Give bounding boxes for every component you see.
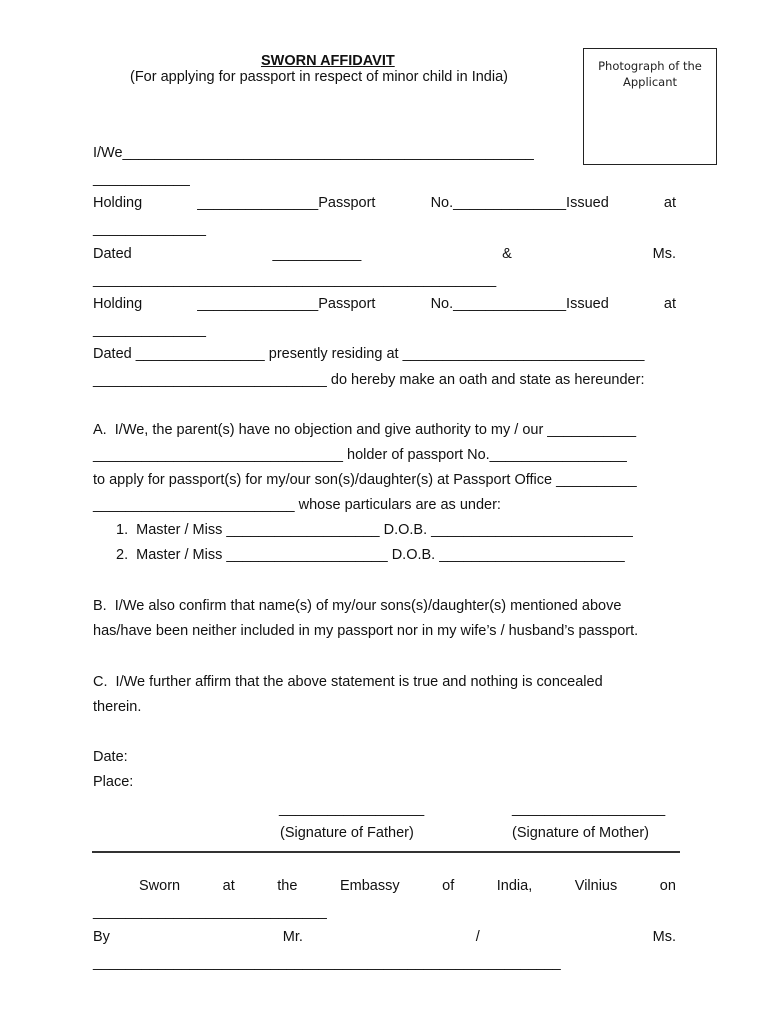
mr-label: Mr. <box>282 929 303 945</box>
signature-father-label: (Signature of Father) <box>280 825 414 841</box>
section-b-line: B. I/We also confirm that name(s) of my/our sons(s)/daughter(s) mentioned above <box>93 598 622 614</box>
signature-line-mother: ___________________ <box>512 801 666 817</box>
form-line-blank: ____________ <box>93 171 190 187</box>
holding-label: Holding <box>93 195 143 211</box>
at-label: at <box>663 195 676 211</box>
form-line-dated-1 <box>93 246 676 262</box>
form-line-blank: __________________________________________________ <box>93 272 497 288</box>
form-line-dated-residing: Dated ________________ presently residing at ______________________________ <box>93 346 645 362</box>
section-a-item-2: 2. Master / Miss ____________________ D.O.B. _______________________ <box>116 547 625 563</box>
section-c-line: C. I/We further affirm that the above statement is true and nothing is concealed <box>93 674 603 690</box>
section-a-line: _______________________________ holder of passport No._________________ <box>93 447 627 463</box>
sworn-word: at <box>222 878 235 894</box>
photograph-box <box>583 48 717 165</box>
issued-blank: No.______________Issued <box>430 195 609 211</box>
form-line-blank: ______________ <box>93 322 206 338</box>
sworn-word: India, <box>496 878 533 894</box>
sworn-word: Embassy <box>339 878 400 894</box>
document-subtitle: (For applying for passport in respect of minor child in India) <box>130 69 508 85</box>
signature-line-father: __________________ <box>279 801 425 817</box>
sworn-word: Sworn <box>139 878 181 894</box>
sworn-word: Vilnius <box>574 878 618 894</box>
section-b-line: has/have been neither included in my passport nor in my wife’s / husband’s passport. <box>93 623 639 639</box>
photograph-label: Photograph of the Applicant <box>598 59 702 89</box>
form-line-blank: ______________ <box>93 221 206 237</box>
dated-blank: ___________ <box>272 246 362 262</box>
at-label: at <box>663 296 676 312</box>
section-c-line: therein. <box>93 699 142 715</box>
section-a-line: to apply for passport(s) for my/our son(s)/daughter(s) at Passport Office __________ <box>93 472 637 488</box>
holding-label: Holding <box>93 296 143 312</box>
document-title: SWORN AFFIDAVIT <box>261 53 395 69</box>
form-line-holding-1 <box>93 195 676 211</box>
signature-mother-label: (Signature of Mother) <box>512 825 650 841</box>
sworn-word: of <box>442 878 455 894</box>
issued-blank: No.______________Issued <box>430 296 609 312</box>
ampersand: & <box>502 246 512 262</box>
form-line-iwe: I/We___________________________________________________ <box>93 145 534 161</box>
by-blank: __________________________________________________________ <box>93 955 561 971</box>
sworn-blank: _____________________________ <box>93 904 327 920</box>
passport-blank: _______________Passport <box>197 195 376 211</box>
by-line <box>93 929 676 945</box>
sworn-word: on <box>659 878 676 894</box>
date-label: Date: <box>93 749 128 765</box>
section-a-line: _________________________ whose particulars are as under: <box>93 497 501 513</box>
sworn-word: the <box>277 878 298 894</box>
form-line-oath: _____________________________ do hereby make an oath and state as hereunder: <box>93 372 645 388</box>
sworn-line <box>139 878 676 894</box>
passport-blank: _______________Passport <box>197 296 376 312</box>
section-divider <box>92 851 680 853</box>
by-label: By <box>93 929 110 945</box>
slash: / <box>475 929 480 945</box>
section-a-line: A. I/We, the parent(s) have no objection and give authority to my / our ___________ <box>93 422 637 438</box>
form-line-holding-2 <box>93 296 676 312</box>
section-a-item-1: 1. Master / Miss ___________________ D.O.B. _________________________ <box>116 522 633 538</box>
ms-label: Ms. <box>652 246 676 262</box>
ms-label: Ms. <box>652 929 676 945</box>
place-label: Place: <box>93 774 134 790</box>
dated-label: Dated <box>93 246 132 262</box>
